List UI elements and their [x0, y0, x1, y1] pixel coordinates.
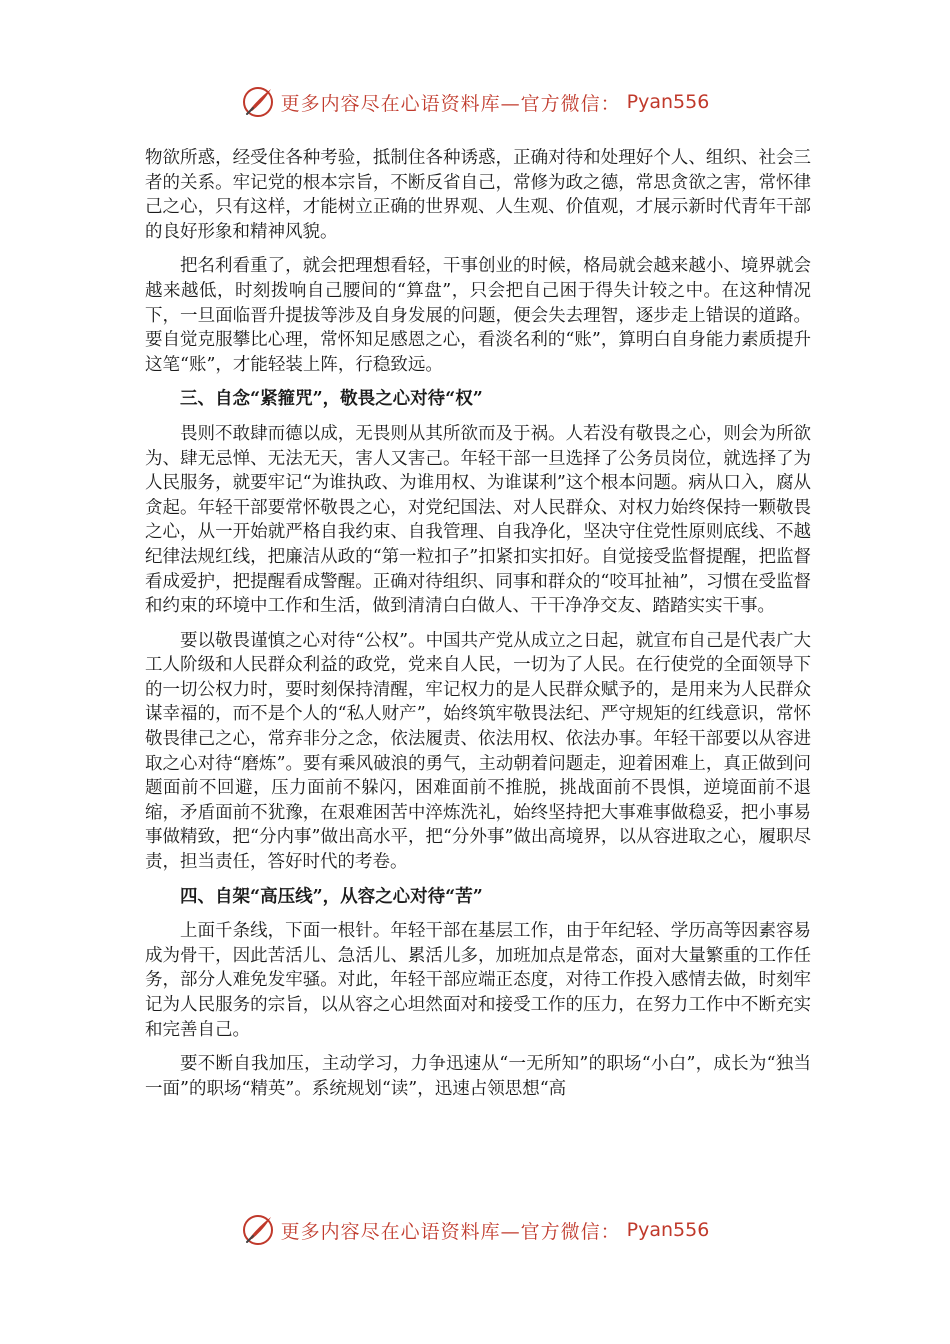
banner-text: 更多内容尽在心语资料库—官方微信：	[280, 1220, 621, 1243]
paragraph-4: 要以敬畏谨慎之心对待“公权”。中国共产党从成立之日起，就宣布自己是代表广大工人阶级和人民群众利益的政党，党来自人民，一切为了人民。在行使党的全面领导下的一切公权力时，要时刻保持清醒，牢记权力的是人民群众赋予的，是用来为人民群众谋幸福的，而不是个人的“私人财产”，始终筑牢敬畏法纪、严守规矩的红线意识，常怀敬畏律己之心，常弃非分之念，依法履责、依法用权、依法办事。年轻干部要以从容进取之心对待“磨炼”。要有乘风破浪的勇气，主动朝着问题走，迎着困难上，真正做到问题面前不回避，压力面前不躲闪，困难面前不推脱，挑战面前不畏惧，逆境面前不退缩，矛盾面前不犹豫，在艰难困苦中淬炼洗礼，始终坚持把大事难事做稳妥，把小事易事做精致，把“分内事”做出高水平，把“分外事”做出高境界，以从容进取之心，履职尽责，担当责任，答好时代的考卷。	[145, 630, 811, 873]
banner-wechat-id: Pyan556	[626, 1219, 710, 1241]
paragraph-6: 要不断自我加压，主动学习，力争迅速从“一无所知”的职场“小白”，成长为“独当一面”的职场“精英”。系统规划“读”，迅速占领思想“高	[145, 1054, 811, 1099]
section-heading-3: 三、自念“紧箍咒”，敬畏之心对待“权”	[180, 389, 483, 410]
document-body	[145, 146, 811, 1111]
quill-logo-icon	[241, 85, 275, 119]
paragraph-5: 上面千条线，下面一根针。年轻干部在基层工作，由于年纪轻、学历高等因素容易成为骨干，因此苦活儿、急活儿、累活儿多，加班加点是常态，面对大量繁重的工作任务，部分人难免发牢骚。对此，年轻干部应端正态度，对待工作投入感情去做，时刻牢记为人民服务的宗旨，以从容之心坦然面对和接受工作的压力，在努力工作中不断充实和完善自己。	[145, 921, 811, 1040]
paragraph-2: 把名利看重了，就会把理想看轻，干事创业的时候，格局就会越来越小、境界就会越来越低，时刻拨响自己腰间的“算盘”，只会把自己困于得失计较之中。在这种情况下，一旦面临晋升提拔等涉及自身发展的问题，便会失去理智，逐步走上错误的道路。要自觉克服攀比心理，常怀知足感恩之心，看淡名利的“账”，算明白自身能力素质提升这笔“账”，才能轻装上阵，行稳致远。	[145, 256, 811, 375]
section-heading-4: 四、自架“高压线”，从容之心对待“苦”	[180, 886, 483, 907]
header-banner	[0, 82, 950, 122]
banner-text: 更多内容尽在心语资料库—官方微信：	[280, 92, 621, 115]
footer-banner	[0, 1210, 950, 1250]
paragraph-3: 畏则不敢肆而德以成，无畏则从其所欲而及于祸。人若没有敬畏之心，则会为所欲为、肆无忌惮、无法无天，害人又害己。年轻干部一旦选择了公务员岗位，就选择了为人民服务，就要牢记“为谁执政、为谁用权、为谁谋利”这个根本问题。病从口入，腐从贪起。年轻干部要常怀敬畏之心，对党纪国法、对人民群众、对权力始终保持一颗敬畏之心，从一开始就严格自我约束、自我管理、自我净化，坚决守住党性原则底线、不越纪律法规红线，把廉洁从政的“第一粒扣子”扣紧扣实扣好。自觉接受监督提醒，把监督看成爱护，把提醒看成警醒。正确对待组织、同事和群众的“咬耳扯袖”，习惯在受监督和约束的环境中工作和生活，做到清清白白做人、干干净净交友、踏踏实实干事。	[145, 423, 811, 617]
quill-logo-icon	[241, 1213, 275, 1247]
banner-wechat-id: Pyan556	[626, 91, 710, 113]
paragraph-1: 物欲所惑，经受住各种考验，抵制住各种诱惑，正确对待和处理好个人、组织、社会三者的关系。牢记党的根本宗旨，不断反省自己，常修为政之德，常思贪欲之害，常怀律己之心，只有这样，才能树立正确的世界观、人生观、价值观，才展示新时代青年干部的良好形象和精神风貌。	[145, 148, 811, 242]
